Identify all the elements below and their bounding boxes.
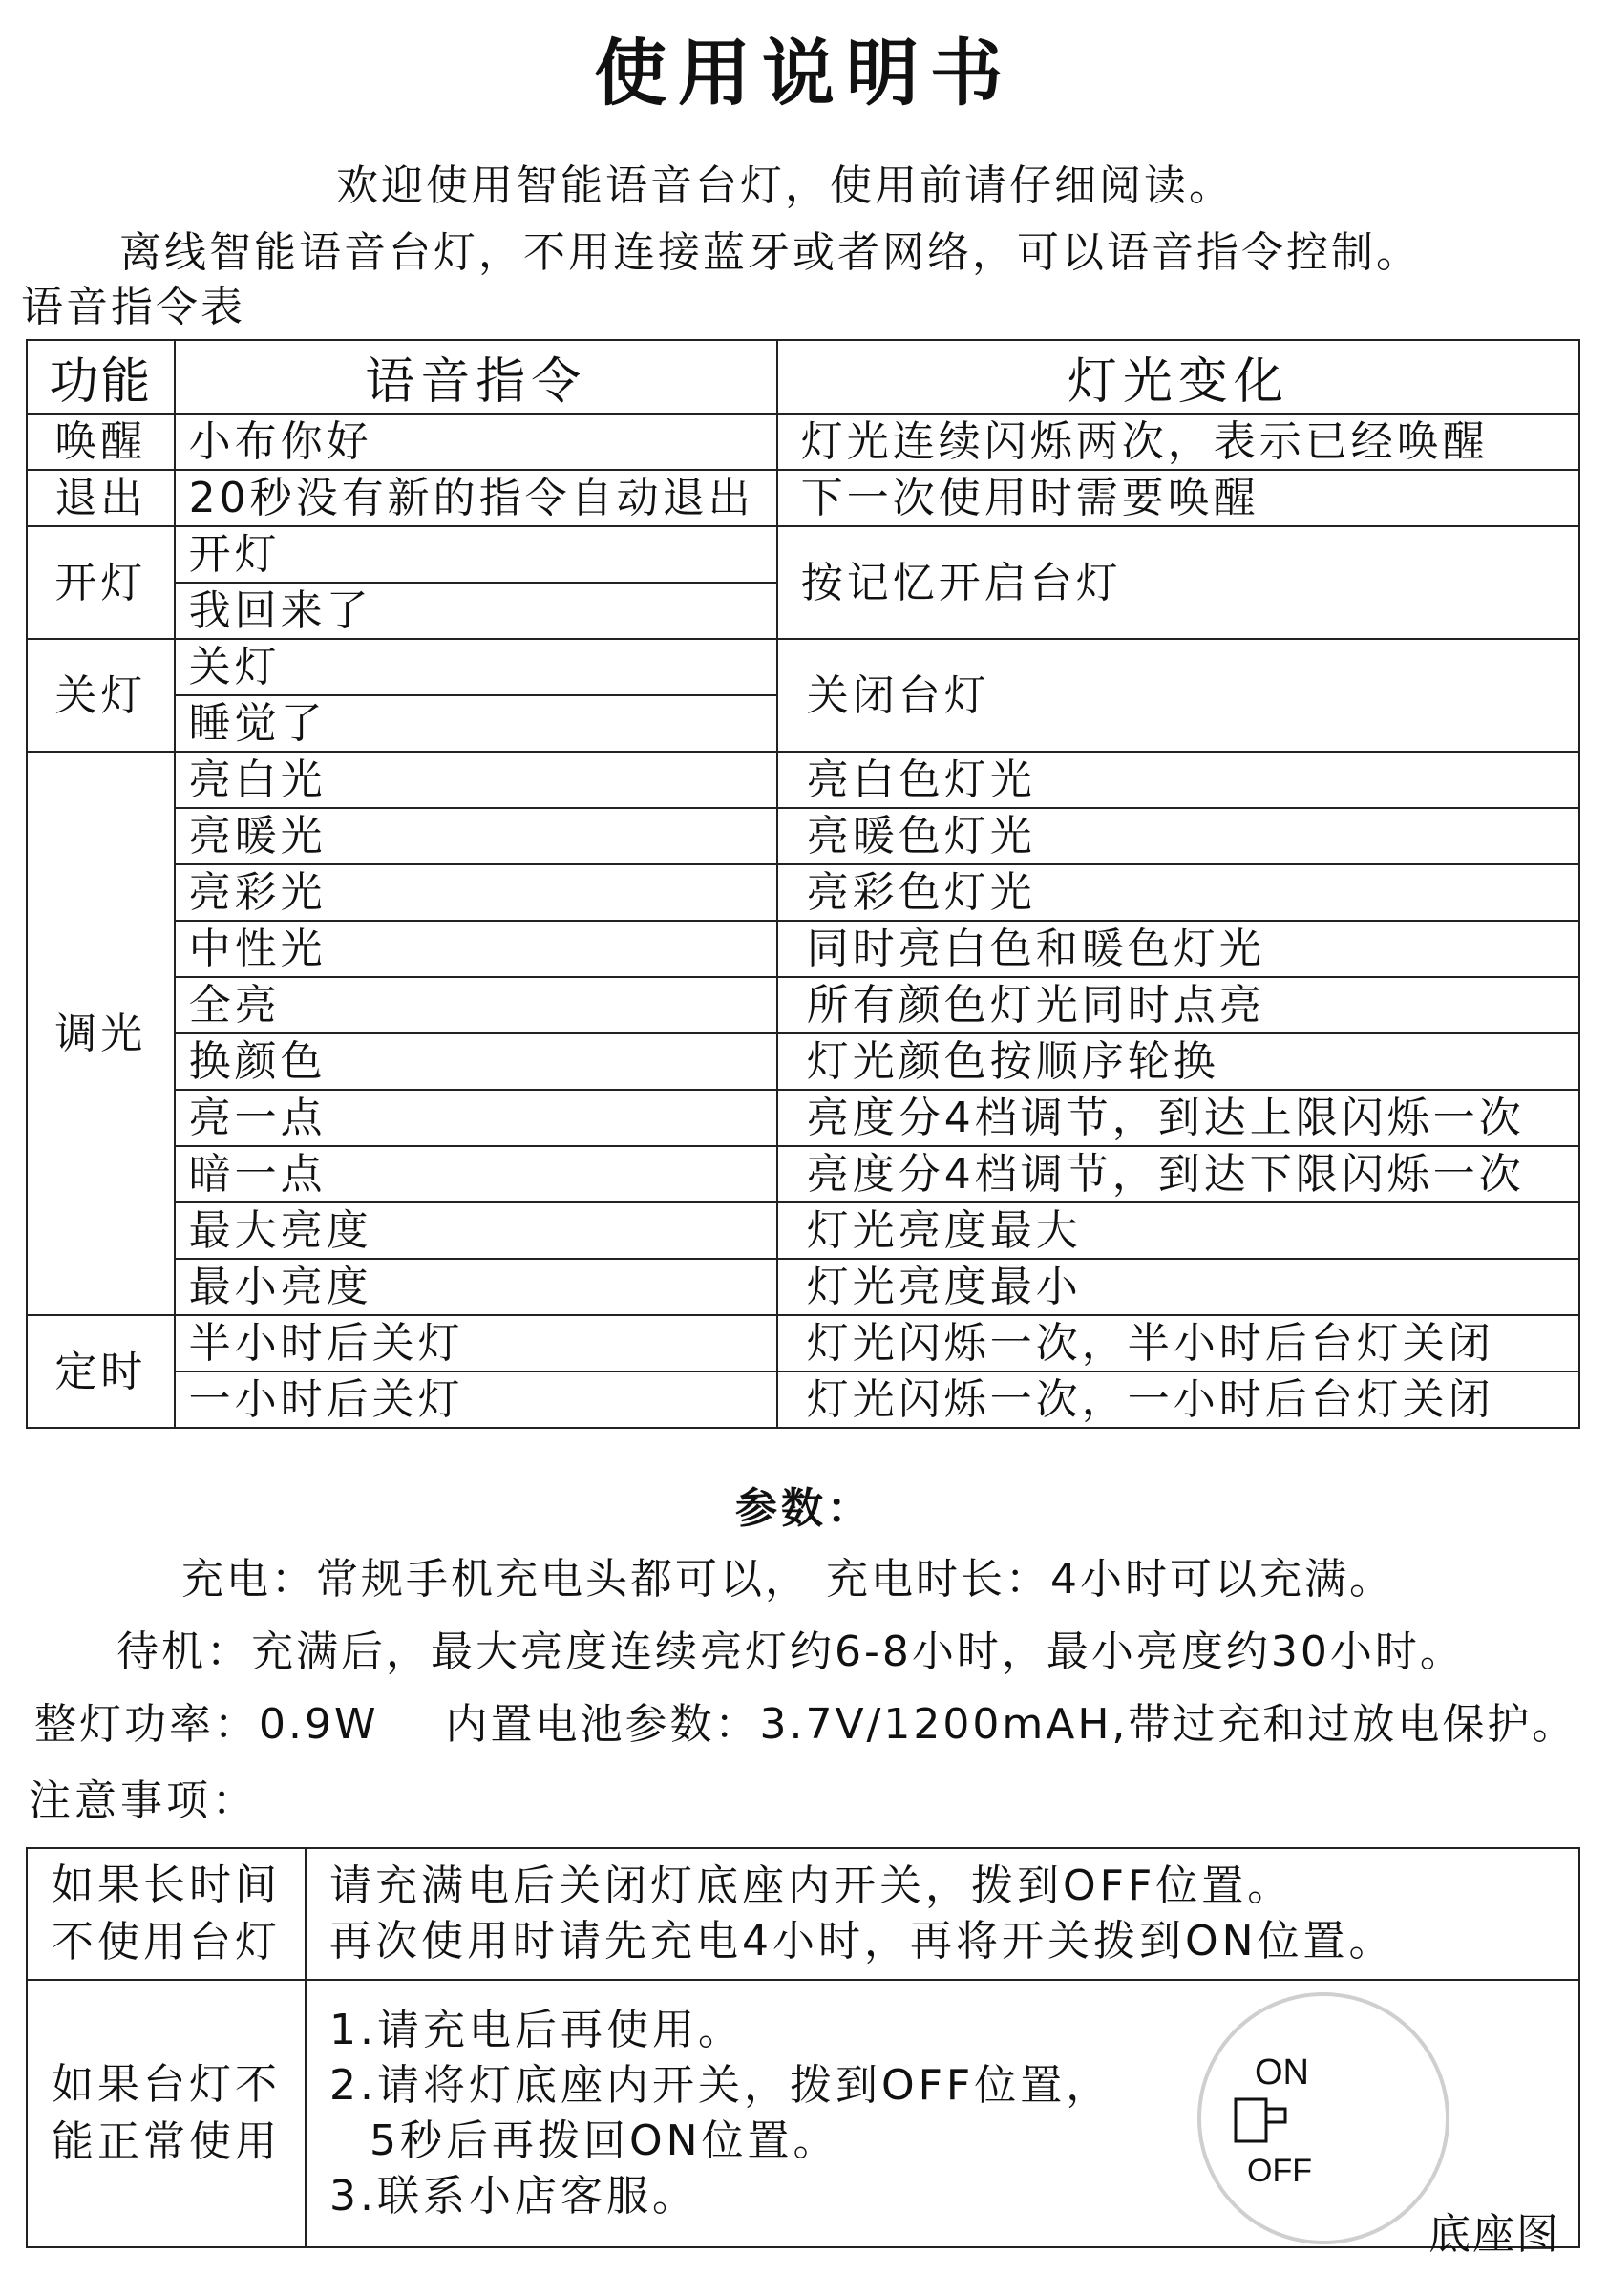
note-line: 请充满电后关闭灯底座内开关，拨到OFF位置。 <box>329 1861 1294 1910</box>
result-cell: 关闭台灯 <box>777 639 1579 752</box>
table-row <box>27 921 1579 977</box>
base-switch-diagram <box>1194 1988 1453 2248</box>
param-standby: 待机：充满后，最大亮度连续亮灯约6-8小时，最小亮度约30小时。 <box>116 1627 1465 1676</box>
table-row <box>27 1848 1579 1980</box>
command-cell: 一小时后关灯 <box>175 1371 777 1428</box>
table-header-row <box>27 340 1579 414</box>
function-cell: 调光 <box>27 752 175 1315</box>
intro-offline: 离线智能语音台灯，不用连接蓝牙或者网络，可以语音指令控制。 <box>119 228 1421 277</box>
command-cell: 半小时后关灯 <box>175 1315 777 1371</box>
result-cell: 所有颜色灯光同时点亮 <box>777 977 1579 1033</box>
note-line: 2.请将灯底座内开关，拨到OFF位置， <box>329 2061 1112 2110</box>
note-body <box>306 1848 1579 1980</box>
table-row <box>27 1315 1579 1371</box>
command-cell: 亮暖光 <box>175 808 777 864</box>
command-cell: 我回来了 <box>175 583 777 639</box>
command-cell: 最小亮度 <box>175 1259 777 1315</box>
param-power: 整灯功率：0.9W <box>34 1700 379 1749</box>
result-cell: 灯光闪烁一次，一小时后台灯关闭 <box>777 1371 1579 1428</box>
command-cell: 暗一点 <box>175 1146 777 1202</box>
result-cell: 按记忆开启台灯 <box>777 526 1579 639</box>
note-condition-line: 如果长时间 <box>52 1860 281 1909</box>
result-cell: 亮暖色灯光 <box>777 808 1579 864</box>
base-diagram-caption: 底座图 <box>1428 2210 1560 2259</box>
command-cell: 亮白光 <box>175 752 777 808</box>
note-condition-line: 如果台灯不 <box>52 2060 281 2109</box>
note-condition <box>27 1980 306 2247</box>
function-cell: 开灯 <box>27 526 175 639</box>
result-cell: 亮白色灯光 <box>777 752 1579 808</box>
switch-off-label: OFF <box>1247 2153 1312 2189</box>
notes-title: 注意事项： <box>29 1776 258 1825</box>
result-cell: 灯光亮度最大 <box>777 1202 1579 1259</box>
note-line: 5秒后再拨回ON位置。 <box>370 2116 839 2165</box>
table-row <box>27 639 1579 695</box>
command-cell: 换颜色 <box>175 1033 777 1090</box>
table-row <box>27 414 1579 470</box>
note-condition-line: 不使用台灯 <box>52 1918 281 1966</box>
switch-toggle <box>1266 2109 1285 2122</box>
function-cell: 关灯 <box>27 639 175 752</box>
table-row <box>27 1259 1579 1315</box>
command-table-caption: 语音指令表 <box>21 283 245 331</box>
table-row <box>27 1090 1579 1146</box>
command-cell: 小布你好 <box>175 414 777 470</box>
command-cell: 关灯 <box>175 639 777 695</box>
voice-command-table <box>26 339 1580 1429</box>
table-row <box>27 808 1579 864</box>
function-cell: 唤醒 <box>27 414 175 470</box>
note-line: 3.联系小店客服。 <box>329 2172 698 2221</box>
function-cell: 退出 <box>27 470 175 526</box>
table-row <box>27 1146 1579 1202</box>
result-cell: 亮度分4档调节，到达下限闪烁一次 <box>777 1146 1579 1202</box>
table-row <box>27 470 1579 526</box>
result-cell: 同时亮白色和暖色灯光 <box>777 921 1579 977</box>
result-cell: 亮彩色灯光 <box>777 864 1579 921</box>
header-result: 灯光变化 <box>777 340 1579 414</box>
note-condition-line: 能正常使用 <box>52 2117 281 2166</box>
header-command: 语音指令 <box>175 340 777 414</box>
table-row <box>27 1033 1579 1090</box>
result-cell: 灯光亮度最小 <box>777 1259 1579 1315</box>
note-line: 1.请充电后再使用。 <box>329 2006 744 2054</box>
command-cell: 全亮 <box>175 977 777 1033</box>
table-row <box>27 752 1579 808</box>
table-row <box>27 1371 1579 1428</box>
table-row <box>27 1202 1579 1259</box>
command-cell: 睡觉了 <box>175 695 777 752</box>
command-cell: 20秒没有新的指令自动退出 <box>175 470 777 526</box>
note-line: 再次使用时请先充电4小时，再将开关拨到ON位置。 <box>329 1917 1395 1966</box>
result-cell: 下一次使用时需要唤醒 <box>777 470 1579 526</box>
table-row <box>27 526 1579 583</box>
params-title: 参数： <box>735 1484 873 1533</box>
command-cell: 中性光 <box>175 921 777 977</box>
switch-body <box>1236 2099 1266 2141</box>
table-row <box>27 977 1579 1033</box>
table-row <box>27 864 1579 921</box>
param-charging: 充电：常规手机充电头都可以， 充电时长：4小时可以充满。 <box>181 1555 1394 1604</box>
command-cell: 亮一点 <box>175 1090 777 1146</box>
intro-welcome: 欢迎使用智能语音台灯，使用前请仔细阅读。 <box>336 161 1234 210</box>
param-battery: 内置电池参数：3.7V/1200mAH,带过充和过放电保护。 <box>445 1700 1577 1749</box>
param-power-battery <box>34 1696 1576 1754</box>
result-cell: 灯光颜色按顺序轮换 <box>777 1033 1579 1090</box>
result-cell: 灯光闪烁一次，半小时后台灯关闭 <box>777 1315 1579 1371</box>
command-cell: 开灯 <box>175 526 777 583</box>
command-cell: 最大亮度 <box>175 1202 777 1259</box>
result-cell: 亮度分4档调节，到达上限闪烁一次 <box>777 1090 1579 1146</box>
command-cell: 亮彩光 <box>175 864 777 921</box>
note-condition <box>27 1848 306 1980</box>
result-cell: 灯光连续闪烁两次，表示已经唤醒 <box>777 414 1579 470</box>
function-cell: 定时 <box>27 1315 175 1428</box>
header-function: 功能 <box>27 340 175 414</box>
switch-on-label: ON <box>1255 2052 1309 2093</box>
document-title: 使用说明书 <box>594 31 1014 116</box>
